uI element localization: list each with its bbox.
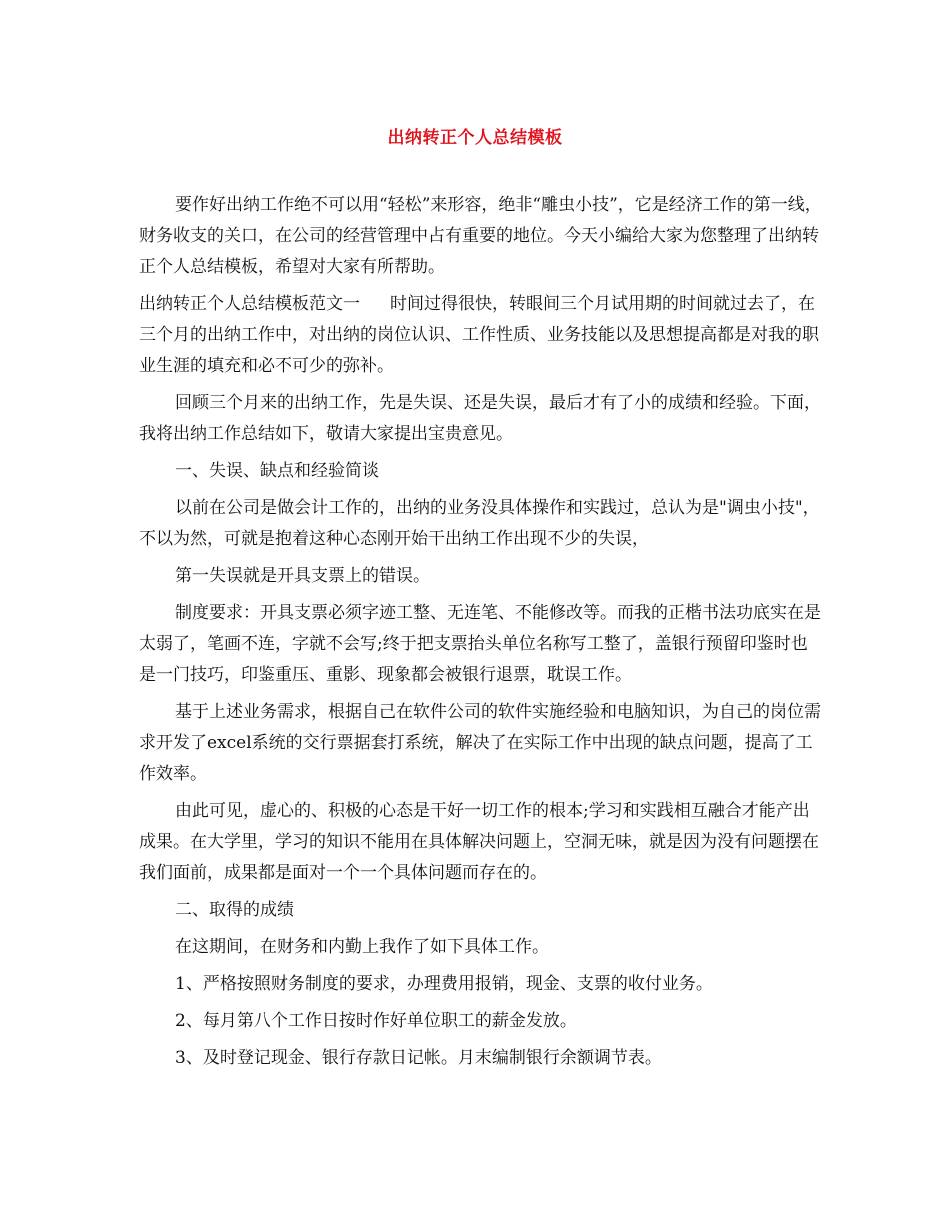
sample-opening-text: 时间过得很快，转眼间三个月试用期的时间就过去了，在三个月的出纳工作中，对出纳的岗位认识、工作性质、业务技能以及思想提高都是对我的职业生涯的填充和必不可少的弥补。 bbox=[139, 294, 819, 376]
paragraph-lesson: 由此可见，虚心的、积极的心态是干好一切工作的根本;学习和实践相互融合才能产出成果。在大学里，学习的知识不能用在具体解决问题上，空洞无味，就是因为没有问题摆在我们面前，成果都是面对一个一个具体问题而存在的。 bbox=[139, 801, 819, 883]
paragraph-rules: 制度要求：开具支票必须字迹工整、无连笔、不能修改等。而我的正楷书法功底实在是太弱了，笔画不连，字就不会写;终于把支票抬头单位名称写工整了，盖银行预留印鉴时也是一门技巧，印鉴重压、重影、现象都会被银行退票，耽误工作。 bbox=[139, 603, 821, 685]
document-body bbox=[139, 190, 824, 1080]
section-heading-mistakes: 一、失误、缺点和经验简谈 bbox=[175, 461, 379, 481]
sample-heading: 出纳转正个人总结模板范文一 bbox=[139, 294, 360, 314]
list-item-2: 2、每月第八个工作日按时作好单位职工的薪金发放。 bbox=[175, 1011, 577, 1031]
section-heading-achievements: 二、取得的成绩 bbox=[175, 900, 294, 920]
paragraph-work-intro: 在这期间，在财务和内勤上我作了如下具体工作。 bbox=[175, 937, 549, 957]
paragraph-background: 以前在公司是做会计工作的，出纳的业务没具体操作和实践过，总认为是"调虫小技"，不以为然，可就是抱着这种心态刚开始干出纳工作出现不少的失误， bbox=[139, 498, 820, 549]
paragraph-sample-one bbox=[139, 289, 824, 382]
paragraph-intro: 要作好出纳工作绝不可以用“轻松”来形容，绝非“雕虫小技”，它是经济工作的第一线，财务收支的关口，在公司的经营管理中占有重要的地位。今天小编给大家为您整理了出纳转正个人总结模板，希望对大家有所帮助。 bbox=[139, 195, 822, 277]
document-title: 出纳转正个人总结模板 bbox=[387, 128, 563, 148]
list-item-3: 3、及时登记现金、银行存款日记帐。月末编制银行余额调节表。 bbox=[175, 1048, 662, 1068]
paragraph-solution: 基于上述业务需求，根据自己在软件公司的软件实施经验和电脑知识，为自己的岗位需求开发了excel系统的交行票据套打系统，解决了在实际工作中出现的缺点问题，提高了工作效率。 bbox=[139, 702, 821, 784]
paragraph-review: 回顾三个月来的出纳工作，先是失误、还是失误，最后才有了小的成绩和经验。下面，我将出纳工作总结如下，敬请大家提出宝贵意见。 bbox=[139, 393, 821, 444]
paragraph-first-mistake: 第一失误就是开具支票上的错误。 bbox=[175, 566, 430, 586]
list-item-1: 1、严格按照财务制度的要求，办理费用报销，现金、支票的收付业务。 bbox=[175, 974, 713, 994]
